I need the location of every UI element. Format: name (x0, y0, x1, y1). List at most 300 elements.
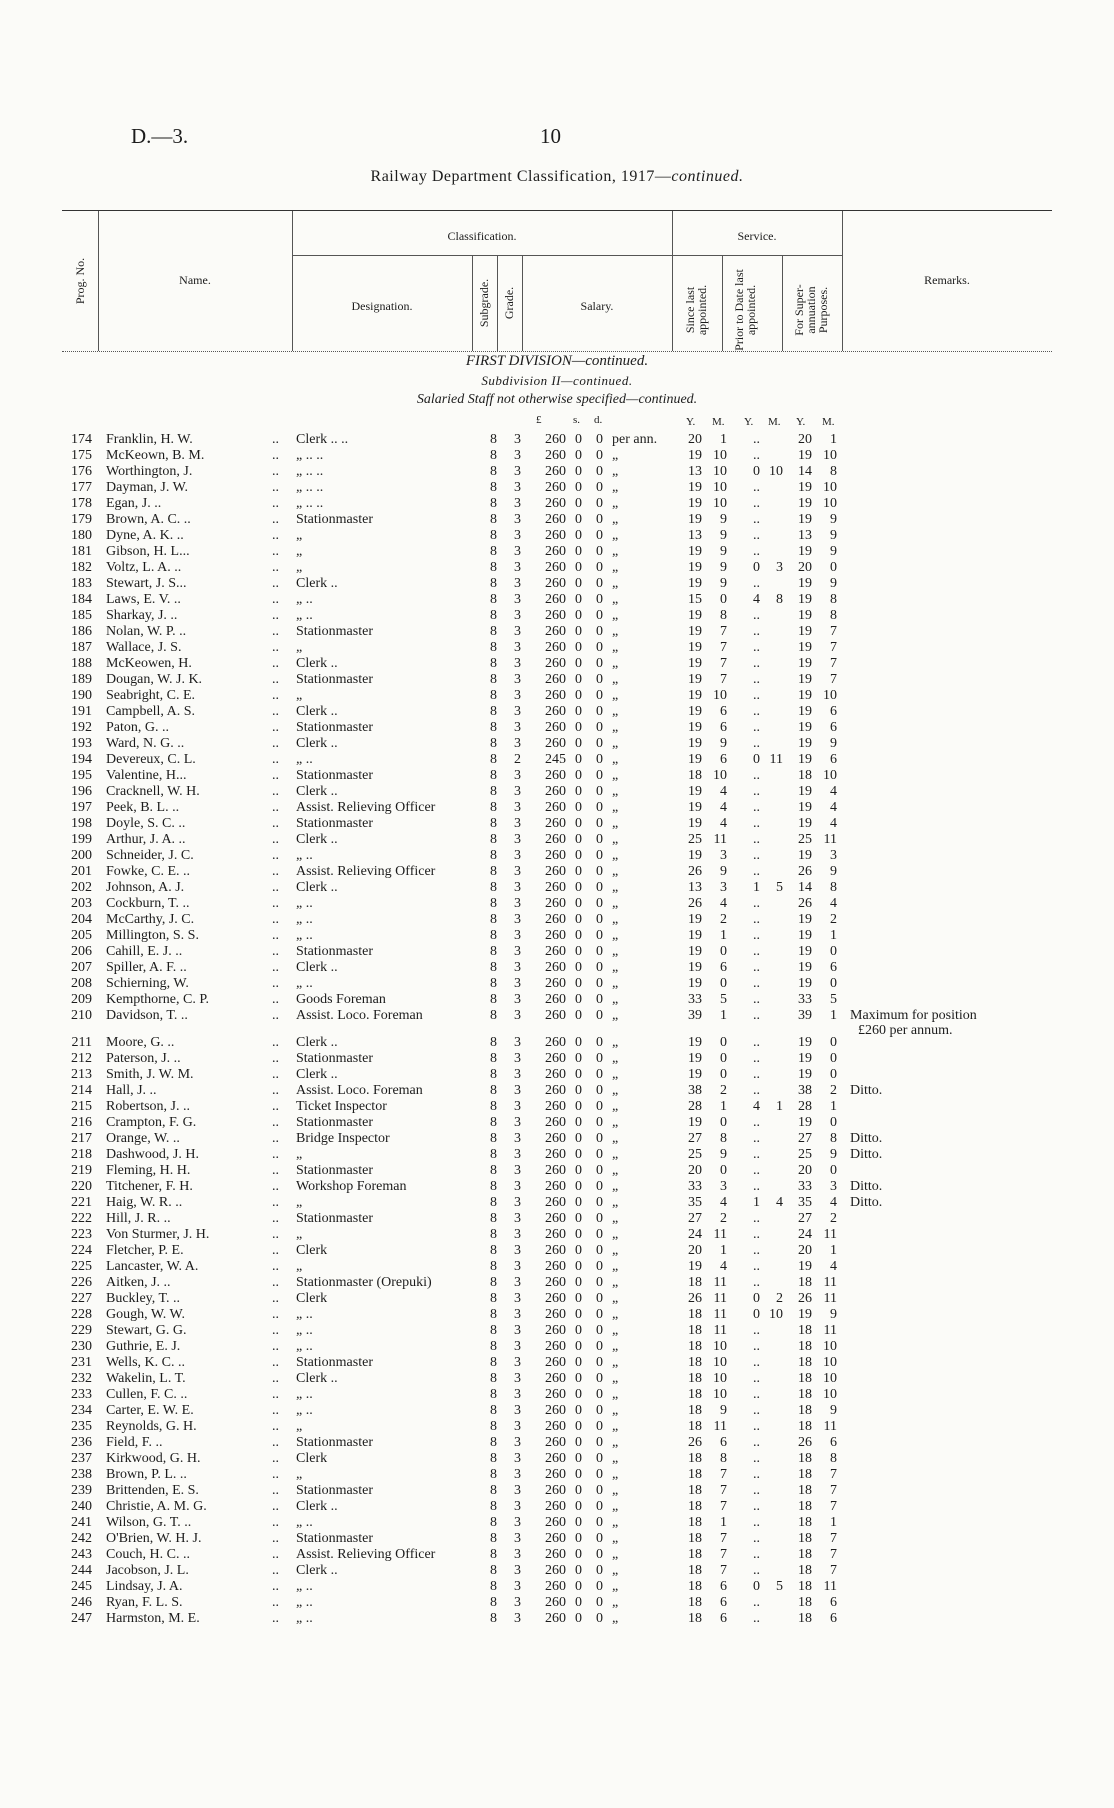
row-salary-shillings: 0 (575, 496, 582, 511)
row-grade: 3 (514, 768, 521, 783)
row-prior-years: .. (753, 848, 760, 863)
row-super-months: 8 (830, 880, 837, 895)
row-since-months: 2 (720, 1211, 727, 1226)
row-salary-pence: 0 (596, 704, 603, 719)
table-row (0, 432, 1114, 448)
row-prior-years: .. (753, 1083, 760, 1098)
row-super-years: 27 (798, 1131, 812, 1146)
row-super-years: 18 (798, 1371, 812, 1386)
row-since-months: 6 (720, 960, 727, 975)
row-super-months: 6 (830, 704, 837, 719)
row-super-years: 19 (798, 800, 812, 815)
row-super-months: 8 (830, 608, 837, 623)
table-row (0, 640, 1114, 656)
row-salary-period: „ (612, 832, 619, 847)
row-prog-no: 227 (71, 1291, 92, 1306)
row-salary-pence: 0 (596, 672, 603, 687)
row-name: Spiller, A. F. .. (106, 960, 187, 975)
row-since-years: 15 (688, 592, 702, 607)
row-super-months: 7 (830, 1483, 837, 1498)
row-salary-shillings: 0 (575, 464, 582, 479)
row-since-years: 27 (688, 1211, 702, 1226)
row-salary-period: „ (612, 1467, 619, 1482)
row-salary-period: „ (612, 1499, 619, 1514)
row-salary-pence: 0 (596, 1515, 603, 1530)
row-name: Schneider, J. C. (106, 848, 194, 863)
row-since-months: 7 (720, 1531, 727, 1546)
row-since-months: 6 (720, 1579, 727, 1594)
row-designation: Stationmaster (Orepuki) (296, 1275, 432, 1290)
row-prog-no: 192 (71, 720, 92, 735)
row-subgrade: 8 (490, 1515, 497, 1530)
row-salary-period: „ (612, 1307, 619, 1322)
row-since-years: 19 (688, 560, 702, 575)
table-row (0, 1435, 1114, 1451)
grade-header: Grade. (502, 286, 516, 320)
row-super-months: 7 (830, 656, 837, 671)
row-subgrade: 8 (490, 1291, 497, 1306)
row-since-months: 10 (713, 1339, 727, 1354)
row-name: Dyne, A. K. .. (106, 528, 184, 543)
row-name: Orange, W. .. (106, 1131, 180, 1146)
row-super-years: 19 (798, 656, 812, 671)
table-row (0, 768, 1114, 784)
row-salary-pounds: 260 (545, 512, 566, 527)
row-salary-shillings: 0 (575, 624, 582, 639)
row-grade: 3 (514, 944, 521, 959)
row-since-years: 19 (688, 1067, 702, 1082)
row-salary-shillings: 0 (575, 1259, 582, 1274)
row-salary-pounds: 260 (545, 1291, 566, 1306)
division-heading: FIRST DIVISION—continued. (465, 353, 649, 369)
row-salary-period: „ (612, 784, 619, 799)
row-super-months: 11 (823, 1227, 837, 1242)
row-super-years: 19 (798, 928, 812, 943)
row-since-years: 19 (688, 848, 702, 863)
row-salary-pounds: 260 (545, 496, 566, 511)
row-leader: .. (272, 464, 279, 479)
row-since-years: 19 (688, 576, 702, 591)
row-super-months: 8 (830, 592, 837, 607)
row-designation: „ .. (296, 1323, 313, 1338)
remarks-header: Remarks. (924, 273, 970, 287)
row-super-years: 25 (798, 832, 812, 847)
row-prog-no: 206 (71, 944, 92, 959)
row-name: O'Brien, W. H. J. (106, 1531, 202, 1546)
row-leader: .. (272, 944, 279, 959)
row-leader: .. (272, 720, 279, 735)
row-leader: .. (272, 1339, 279, 1354)
row-grade: 3 (514, 1531, 521, 1546)
row-salary-pounds: 260 (545, 1595, 566, 1610)
row-prior-years: .. (753, 832, 760, 847)
row-salary-period: „ (612, 1483, 619, 1498)
row-salary-pounds: 260 (545, 608, 566, 623)
row-leader: .. (272, 976, 279, 991)
row-salary-pence: 0 (596, 592, 603, 607)
row-super-years: 19 (798, 576, 812, 591)
row-prog-no: 239 (71, 1483, 92, 1498)
row-salary-pounds: 260 (545, 1387, 566, 1402)
row-grade: 3 (514, 1243, 521, 1258)
row-prior-years: .. (753, 704, 760, 719)
row-leader: .. (272, 1259, 279, 1274)
row-prog-no: 186 (71, 624, 92, 639)
row-designation: Workshop Foreman (296, 1179, 407, 1194)
row-name: Harmston, M. E. (106, 1611, 200, 1626)
row-salary-shillings: 0 (575, 704, 582, 719)
row-leader: .. (272, 624, 279, 639)
row-grade: 3 (514, 1008, 521, 1023)
row-grade: 3 (514, 432, 521, 447)
row-salary-period: „ (612, 1115, 619, 1130)
table-row (0, 784, 1114, 800)
row-super-months: 6 (830, 752, 837, 767)
row-salary-pence: 0 (596, 544, 603, 559)
row-leader: .. (272, 1611, 279, 1626)
row-super-years: 18 (798, 1355, 812, 1370)
row-super-years: 26 (798, 896, 812, 911)
row-subgrade: 8 (490, 592, 497, 607)
row-subgrade: 8 (490, 736, 497, 751)
row-name: Paterson, J. .. (106, 1051, 181, 1066)
table-row (0, 560, 1114, 576)
row-name: Paton, G. .. (106, 720, 169, 735)
table-row (0, 496, 1114, 512)
row-name: Cahill, E. J. .. (106, 944, 183, 959)
row-salary-shillings: 0 (575, 960, 582, 975)
row-salary-period: „ (612, 576, 619, 591)
row-salary-period: „ (612, 1131, 619, 1146)
row-since-months: 7 (720, 640, 727, 655)
row-salary-pounds: 260 (545, 640, 566, 655)
row-super-months: 8 (830, 1451, 837, 1466)
row-super-months: 1 (830, 1099, 837, 1114)
row-salary-pence: 0 (596, 1531, 603, 1546)
row-super-years: 18 (798, 1611, 812, 1626)
row-since-months: 11 (713, 1307, 727, 1322)
row-remark: Ditto. (850, 1083, 883, 1098)
row-since-months: 10 (713, 688, 727, 703)
row-grade: 3 (514, 1499, 521, 1514)
row-since-years: 18 (688, 1579, 702, 1594)
row-prog-no: 213 (71, 1067, 92, 1082)
row-since-years: 19 (688, 608, 702, 623)
row-since-months: 6 (720, 752, 727, 767)
row-grade: 3 (514, 560, 521, 575)
row-salary-period: „ (612, 1195, 619, 1210)
row-prior-years: .. (753, 512, 760, 527)
row-since-years: 20 (688, 1163, 702, 1178)
row-super-months: 9 (830, 512, 837, 527)
row-salary-period: „ (612, 1275, 619, 1290)
row-subgrade: 8 (490, 1259, 497, 1274)
row-salary-pence: 0 (596, 784, 603, 799)
row-salary-pence: 0 (596, 1275, 603, 1290)
row-remark: Ditto. (850, 1147, 883, 1162)
row-subgrade: 8 (490, 1067, 497, 1082)
row-since-years: 19 (688, 624, 702, 639)
row-salary-period: „ (612, 880, 619, 895)
row-prior-years: .. (753, 1323, 760, 1338)
unit-years-2: Y. (744, 416, 754, 428)
row-leader: .. (272, 736, 279, 751)
row-subgrade: 8 (490, 848, 497, 863)
row-since-months: 8 (720, 608, 727, 623)
row-since-years: 19 (688, 720, 702, 735)
row-salary-pence: 0 (596, 480, 603, 495)
row-prior-years: .. (753, 608, 760, 623)
row-grade: 3 (514, 1355, 521, 1370)
row-super-months: 10 (823, 496, 837, 511)
row-salary-pounds: 260 (545, 560, 566, 575)
row-salary-period: „ (612, 1083, 619, 1098)
table-row (0, 1008, 1114, 1024)
row-since-months: 0 (720, 976, 727, 991)
row-leader: .. (272, 1179, 279, 1194)
row-subgrade: 8 (490, 1008, 497, 1023)
classification-header: Classification. (447, 229, 517, 243)
row-since-years: 19 (688, 1259, 702, 1274)
row-prior-years: .. (753, 1259, 760, 1274)
row-since-months: 9 (720, 736, 727, 751)
row-subgrade: 8 (490, 480, 497, 495)
row-salary-period: „ (612, 1099, 619, 1114)
row-designation: Assist. Relieving Officer (296, 864, 436, 879)
table-row (0, 1051, 1114, 1067)
row-designation: Clerk .. (296, 1371, 338, 1386)
row-prior-months: 4 (776, 1195, 783, 1210)
row-since-months: 10 (713, 1387, 727, 1402)
row-since-years: 18 (688, 1403, 702, 1418)
row-designation: Clerk .. (296, 704, 338, 719)
since-last-header: Since last appointed. (683, 284, 709, 336)
row-prog-no: 226 (71, 1275, 92, 1290)
row-salary-pence: 0 (596, 432, 603, 447)
row-designation: „ .. (296, 896, 313, 911)
row-super-years: 18 (798, 1387, 812, 1402)
row-prior-years: .. (753, 528, 760, 543)
row-leader: .. (272, 1387, 279, 1402)
row-prog-no: 247 (71, 1611, 92, 1626)
row-salary-pence: 0 (596, 528, 603, 543)
row-salary-shillings: 0 (575, 1195, 582, 1210)
row-grade: 3 (514, 1275, 521, 1290)
row-since-years: 19 (688, 736, 702, 751)
row-prog-no: 223 (71, 1227, 92, 1242)
row-salary-pounds: 260 (545, 1579, 566, 1594)
row-name: Schierning, W. (106, 976, 189, 991)
row-designation: „ .. (296, 1515, 313, 1530)
row-grade: 3 (514, 960, 521, 975)
table-row (0, 1467, 1114, 1483)
row-since-years: 18 (688, 1419, 702, 1434)
row-leader: .. (272, 432, 279, 447)
row-salary-shillings: 0 (575, 1147, 582, 1162)
row-leader: .. (272, 640, 279, 655)
row-prog-no: 209 (71, 992, 92, 1007)
row-prog-no: 189 (71, 672, 92, 687)
row-super-months: 9 (830, 528, 837, 543)
row-super-months: 9 (830, 1147, 837, 1162)
row-super-years: 25 (798, 1147, 812, 1162)
service-header: Service. (737, 229, 777, 243)
table-row (0, 1227, 1114, 1243)
row-leader: .. (272, 896, 279, 911)
row-super-months: 10 (823, 448, 837, 463)
row-name: Voltz, L. A. .. (106, 560, 182, 575)
row-prior-years: .. (753, 1531, 760, 1546)
row-salary-pounds: 260 (545, 448, 566, 463)
row-subgrade: 8 (490, 864, 497, 879)
row-grade: 3 (514, 1563, 521, 1578)
row-name: Nolan, W. P. .. (106, 624, 187, 639)
row-super-years: 19 (798, 736, 812, 751)
row-since-months: 7 (720, 1547, 727, 1562)
row-salary-shillings: 0 (575, 1067, 582, 1082)
row-grade: 3 (514, 496, 521, 511)
row-grade: 3 (514, 1099, 521, 1114)
row-prog-no: 200 (71, 848, 92, 863)
row-salary-period: „ (612, 1355, 619, 1370)
row-salary-shillings: 0 (575, 832, 582, 847)
row-salary-pounds: 260 (545, 672, 566, 687)
row-grade: 3 (514, 480, 521, 495)
row-super-months: 6 (830, 1435, 837, 1450)
row-prog-no: 220 (71, 1179, 92, 1194)
row-since-years: 19 (688, 704, 702, 719)
row-salary-shillings: 0 (575, 1243, 582, 1258)
row-leader: .. (272, 752, 279, 767)
row-salary-pounds: 260 (545, 720, 566, 735)
table-row (0, 480, 1114, 496)
row-leader: .. (272, 928, 279, 943)
table-row (0, 1067, 1114, 1083)
row-since-months: 2 (720, 1083, 727, 1098)
row-since-months: 9 (720, 512, 727, 527)
row-salary-period: „ (612, 464, 619, 479)
row-designation: Clerk .. (296, 832, 338, 847)
row-prior-years: .. (753, 768, 760, 783)
row-salary-period: „ (612, 1243, 619, 1258)
row-prior-years: 0 (753, 1579, 760, 1594)
row-leader: .. (272, 800, 279, 815)
row-grade: 3 (514, 576, 521, 591)
row-leader: .. (272, 1547, 279, 1562)
row-since-years: 20 (688, 1243, 702, 1258)
row-leader: .. (272, 1211, 279, 1226)
subdivision-heading: Subdivision II—continued. (481, 373, 633, 388)
row-prior-years: .. (753, 1435, 760, 1450)
table-row (0, 1163, 1114, 1179)
row-grade: 3 (514, 1307, 521, 1322)
row-since-months: 0 (720, 1035, 727, 1050)
table-row (0, 1259, 1114, 1275)
row-leader: .. (272, 832, 279, 847)
row-name: Ryan, F. L. S. (106, 1595, 183, 1610)
row-salary-period: „ (612, 496, 619, 511)
row-since-months: 8 (720, 1131, 727, 1146)
row-prog-no: 207 (71, 960, 92, 975)
row-super-months: 4 (830, 800, 837, 815)
row-grade: 3 (514, 704, 521, 719)
row-prior-years: .. (753, 432, 760, 447)
remark-continuation: £260 per annum. (858, 1023, 953, 1038)
row-subgrade: 8 (490, 688, 497, 703)
row-salary-pence: 0 (596, 1419, 603, 1434)
row-subgrade: 8 (490, 1035, 497, 1050)
row-salary-pence: 0 (596, 1451, 603, 1466)
row-since-years: 18 (688, 1307, 702, 1322)
row-prior-years: .. (753, 1451, 760, 1466)
row-grade: 3 (514, 1163, 521, 1178)
document-reference: D.—3. (131, 124, 189, 148)
row-subgrade: 8 (490, 912, 497, 927)
row-name: Carter, E. W. E. (106, 1403, 194, 1418)
row-designation: Clerk .. (296, 960, 338, 975)
row-prior-years: .. (753, 640, 760, 655)
row-leader: .. (272, 608, 279, 623)
row-leader: .. (272, 672, 279, 687)
row-salary-period: „ (612, 1035, 619, 1050)
row-super-years: 19 (798, 624, 812, 639)
row-prog-no: 244 (71, 1563, 92, 1578)
table-row (0, 960, 1114, 976)
table-row (0, 1387, 1114, 1403)
row-super-months: 0 (830, 1051, 837, 1066)
row-grade: 3 (514, 1515, 521, 1530)
row-name: Cullen, F. C. .. (106, 1387, 188, 1402)
row-super-months: 11 (823, 1291, 837, 1306)
table-row (0, 1211, 1114, 1227)
row-since-years: 19 (688, 688, 702, 703)
row-super-months: 7 (830, 1547, 837, 1562)
row-prior-years: .. (753, 1115, 760, 1130)
row-salary-pence: 0 (596, 816, 603, 831)
row-leader: .. (272, 1563, 279, 1578)
row-grade: 3 (514, 1419, 521, 1434)
row-since-months: 7 (720, 1563, 727, 1578)
row-grade: 3 (514, 912, 521, 927)
table-row (0, 448, 1114, 464)
row-since-years: 13 (688, 880, 702, 895)
row-prog-no: 199 (71, 832, 92, 847)
row-leader: .. (272, 992, 279, 1007)
row-since-years: 39 (688, 1008, 702, 1023)
row-leader: .. (272, 1483, 279, 1498)
row-salary-pounds: 260 (545, 1195, 566, 1210)
row-salary-pounds: 260 (545, 992, 566, 1007)
row-leader: .. (272, 656, 279, 671)
row-super-years: 27 (798, 1211, 812, 1226)
table-row (0, 832, 1114, 848)
row-salary-pounds: 260 (545, 1403, 566, 1418)
row-name: Fowke, C. E. .. (106, 864, 190, 879)
table-row (0, 608, 1114, 624)
row-salary-period: „ (612, 848, 619, 863)
row-leader: .. (272, 1355, 279, 1370)
row-prog-no: 238 (71, 1467, 92, 1482)
row-leader: .. (272, 816, 279, 831)
row-leader: .. (272, 1099, 279, 1114)
row-salary-period: „ (612, 1227, 619, 1242)
row-leader: .. (272, 1227, 279, 1242)
row-salary-pounds: 260 (545, 832, 566, 847)
row-salary-period: „ (612, 1419, 619, 1434)
row-super-months: 1 (830, 1515, 837, 1530)
row-salary-pounds: 260 (545, 656, 566, 671)
row-super-years: 19 (798, 1051, 812, 1066)
